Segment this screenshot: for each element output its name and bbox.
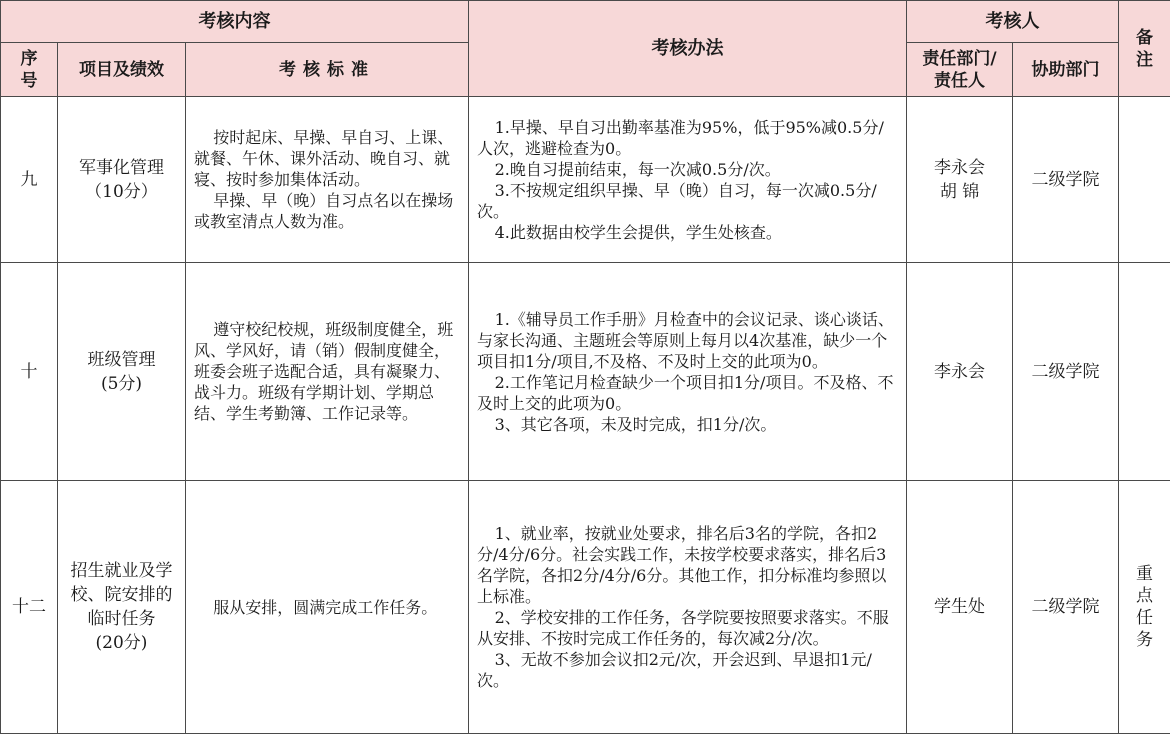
row-remark-text: 重点任务 (1136, 563, 1154, 650)
row-item (58, 263, 186, 481)
standard-line: 早操、早（晚）自习点名以在操场或教室清点人数为准。 (194, 191, 454, 231)
row-standard (186, 263, 469, 481)
row-standard (186, 97, 469, 263)
row-method (469, 263, 907, 481)
method-line: 3.不按规定组织早操、早（晚）自习，每一次减0.5分/次。 (477, 180, 877, 221)
row-remark (1119, 263, 1170, 481)
row-responsible: 李永会 (907, 263, 1013, 481)
row-responsible: 学生处 (907, 481, 1013, 734)
row-assist: 二级学院 (1013, 481, 1119, 734)
row-assist: 二级学院 (1013, 97, 1119, 263)
method-line: 1、就业率，按就业处要求，排名后3名的学院，各扣2分/4分/6分。社会实践工作，未按学校要求落实，排名后3名学院，各扣2分/4分/6分。其他工作，扣分标准均参照以上标准。 (477, 524, 887, 606)
row-item-name: 军事化管理 (79, 157, 164, 178)
standard-line: 按时起床、早操、早自习、上课、就餐、午休、课外活动、晚自习、就寝、按时参加集体活动。 (194, 128, 454, 189)
row-seq: 九 (1, 97, 58, 263)
header-responsible-text: 责任部门/责任人 (922, 48, 997, 91)
row-assist: 二级学院 (1013, 263, 1119, 481)
row-item-score: (20分) (95, 633, 148, 653)
row-item-name: 招生就业及学校、院安排的临时任务 (70, 561, 173, 629)
row-method (469, 97, 907, 263)
row-responsible: 李永会 胡 锦 (907, 97, 1013, 263)
header-seq-text: 序号 (20, 48, 38, 91)
method-line: 2.晚自习提前结束，每一次减0.5分/次。 (494, 159, 781, 179)
row-item (58, 481, 186, 734)
method-line: 4.此数据由校学生会提供，学生处核查。 (494, 222, 782, 242)
header-method: 考核办法 (469, 1, 907, 97)
header-responsible (907, 43, 1013, 97)
row-method (469, 481, 907, 734)
row-remark (1119, 97, 1170, 263)
table-row (1, 263, 1170, 481)
header-remarks-text: 备注 (1136, 27, 1154, 70)
method-line: 1.早操、早自习出勤率基准为95%，低于95%减0.5分/人次，逃避检查为0。 (477, 117, 884, 158)
header-standard: 考核标准 (186, 43, 469, 97)
row-item-score: (5分) (100, 373, 143, 394)
row-seq: 十 (1, 263, 58, 481)
method-line: 1.《辅导员工作手册》月检查中的会议记录、谈心谈话、与家长沟通、主题班会等原则上每月以4次基准，缺少一个项目扣1分/项目,不及格、不及时上交的此项为0。 (477, 309, 894, 371)
row-standard (186, 481, 469, 734)
header-seq (1, 43, 58, 97)
table-row (1, 97, 1170, 263)
header-assist: 协助部门 (1013, 43, 1119, 97)
header-assessor-group: 考核人 (907, 1, 1119, 43)
method-line: 3、无故不参加会议扣2元/次，开会迟到、早退扣1元/次。 (477, 650, 872, 690)
method-line: 2、学校安排的工作任务，各学院要按照要求落实。不服从安排、不按时完成工作任务的，每次减2分/次。 (477, 608, 889, 648)
header-content-group: 考核内容 (1, 1, 469, 43)
row-item (58, 97, 186, 263)
header-remarks (1119, 1, 1170, 97)
row-item-score: （10分） (85, 181, 158, 202)
standard-line: 服从安排，圆满完成工作任务。 (213, 597, 438, 617)
row-remark (1119, 481, 1170, 734)
row-seq: 十二 (1, 481, 58, 734)
header-item: 项目及绩效 (58, 43, 186, 97)
standard-line: 遵守校纪校规，班级制度健全，班风、学风好，请（销）假制度健全，班委会班子选配合适，具有凝聚力、战斗力。班级有学期计划、学期总结、学生考勤簿、工作记录等。 (194, 320, 454, 423)
method-line: 3、其它各项，未及时完成，扣1分/次。 (494, 414, 777, 434)
row-item-name: 班级管理 (87, 349, 156, 370)
method-line: 2.工作笔记月检查缺少一个项目扣1分/项目。不及格、不及时上交的此项为0。 (477, 372, 894, 413)
table-row (1, 481, 1170, 734)
